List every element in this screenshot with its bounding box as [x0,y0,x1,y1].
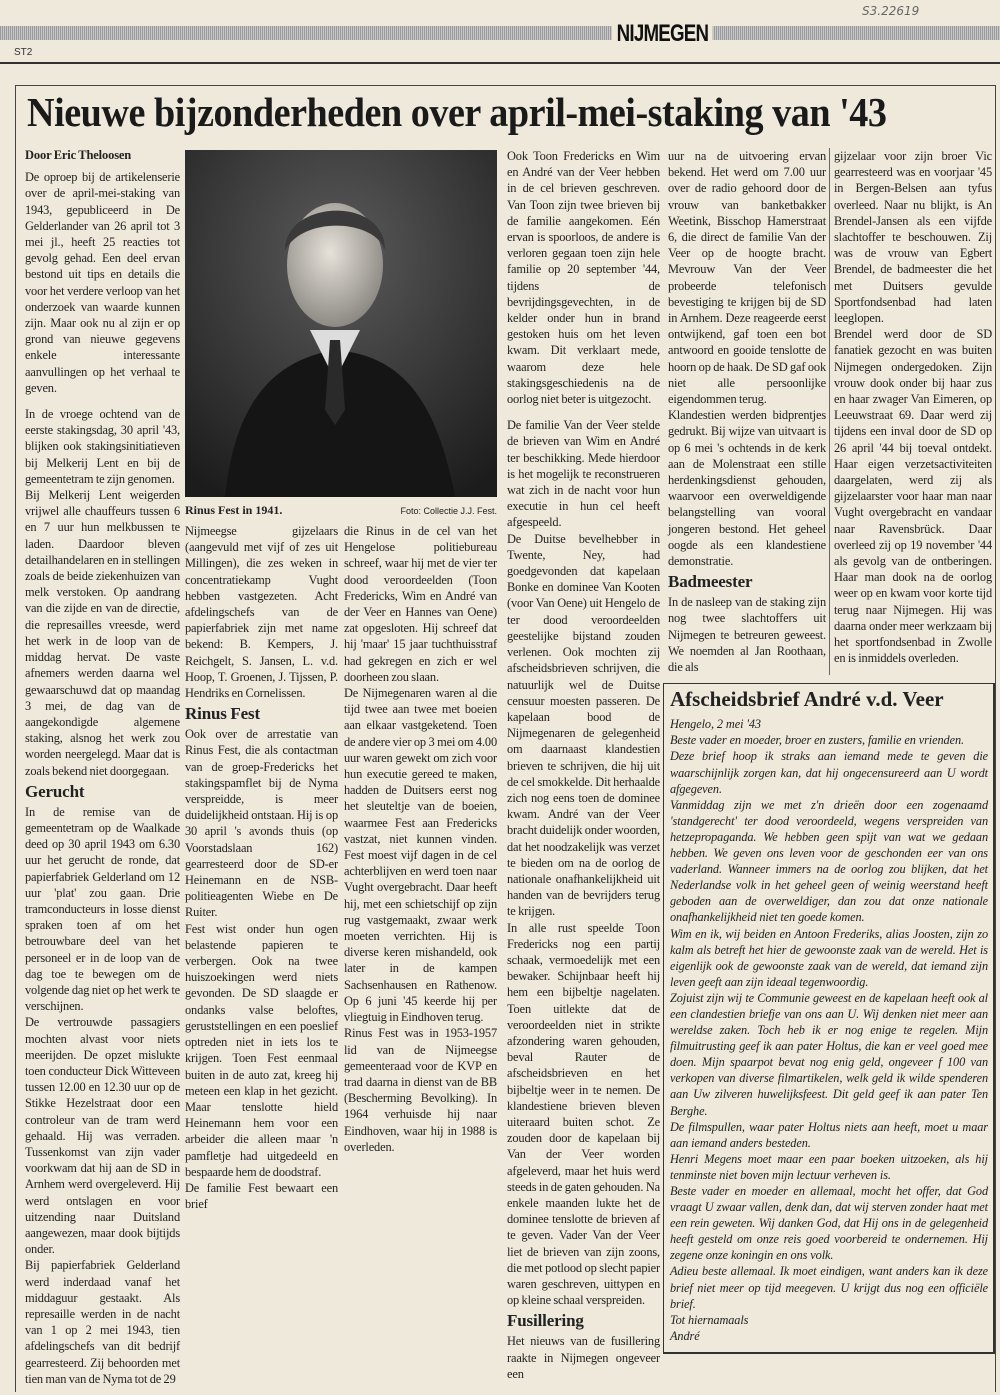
middle-region [185,150,497,1212]
paragraph: Ook Toon Fredericks en Wim en André van der Veer hebben in de cel brieven geschreven. Van Toon zijn twee brieven bij de familie aangekomen. Eén ervan is spoorloos, de andere is verloren gegaan toen zijn hele familie op 20 september '44, tijdens de bevrijdingsgevechten, in de kelder onder hun in brand gestoken huis om het leven kwam. Dit verklaart mede, waarom deze hele stakingsgeschiedenis na de oorlog niet beter is uitgezocht. [507,149,660,407]
column-1 [25,147,180,1387]
paragraph: gijzelaar voor zijn broer Vic gearresteerd was en voorjaar '45 in Bergen-Belsen aan tyfus overleed. Naar nu blijkt, is An Brendel-Jansen als een vijfde slachtoffer te beschouwen. Zij was de vrouw van Egbert Brendel, de badmeester die het met Duitsers gevulde Sportfondsenbad had laten leeglopen. [834,149,992,326]
letter-paragraph: Vanmiddag zijn we met z'n drieën door een zogenaamd 'standgerecht' ter dood veroordeeld, wegens verspreiden van hetzepropaganda. We hebben geen spijt van wat we gedaan hebben. We geven ons leven voor de geschonden eer van ons vaderland. Wanneer immers na de oorlog zou blijken, dat het Nederlandse volk in het geheel geen of weinig weerstand heeft geboden aan de overweldiger, dan zou dat onze nationale onafhankelijkheid niet ten goede komen. [670,797,988,925]
letter-box [663,683,995,1354]
column-4-region [507,148,660,1382]
column-4 [507,148,660,1382]
handwritten-note: S3.22619 [862,4,920,18]
paragraph: In de nasleep van de staking zijn nog twee slachtoffers uit Nijmegen te betreuren geweest. We noemden al Jan Roothaan, die als [668,595,826,675]
section-title: NIJMEGEN [612,20,713,48]
column-divider [829,148,830,675]
letter-paragraph: Deze brief hoop ik straks aan iemand mede te geven die waarschijnlijk zorgen kan, dat hij ongecensureerd aan U wordt afgegeven. [670,749,988,796]
letter-paragraph: Wim en ik, wij beiden en Antoon Frederiks, alias Joosten, zijn zo kalm als betreft het hier de gewoonste zaak van de wereld. Het is eigenlijk ook de gewoonste zaak van de wereld, dat iemand zijn leven geeft aan zijn ideaal tegenwoordig. [670,926,988,989]
letter-paragraph: Tot hiernamaals [670,1312,749,1327]
middle-columns [185,523,497,1212]
paragraph: In alle rust speelde Toon Fredericks nog een partij schaak, vermoedelijk met een bewaker. Schijnbaar heeft hij hem een bijbeltje nagelaten. Toen uitlekte dat de veroordeelden niet in strikte afzondering waren gehouden, beval Rauter de afscheidsbrieven en het bijbeltje weer in te nemen. De klandestiene brieven bleven uiteraard buiten schot. Ze zouden door de kapelaan bij Van der Veer worden afgeleverd, maar het huis werd steeds in de gaten gehouden. Na enkele maanden lukte het de dominee tenslotte de brieven af te geven. Vader Van der Veer liet de brieven van zijn zoons, die met potlood op slecht papier waren geschreven, uittypen en op kleine schaal verspreiden. [507,920,660,1308]
right-columns [663,148,995,675]
column-3 [344,523,497,1155]
subheading: Fusillering [507,1311,584,1331]
paragraph: Fest wist onder hun ogen belastende papieren te verbergen. Ook na twee huiszoekingen werd niets gevonden. De SD slaagde er ondanks valse beloftes, geruststellingen en een poeslief optreden niet in iets los te krijgen. Toen Fest eenmaal buiten in de auto zat, kreeg hij meteen een klap in het gezicht. Maar tenslotte hield Heinemann hem voor een arbeider die alleen maar 'n pamfletje had uitgedeeld en bespaarde hem de doodstraf. [185,921,338,1179]
paragraph: Nijmeegse gijzelaars (aangevuld met vijf of zes uit Millingen), die zes weken in concentratiekamp Vught hebben vastgezeten. Acht afdelingschefs van de papierfabriek zijn met name bekend: B. Kempers, J. Reichgelt, S. Jansen, L. v.d. Hoop, T. Groenen, J. Tijssen, P. Hendriks en Cornelissen. [185,524,338,701]
headline: Nieuwe bijzonderheden over april-mei-staking van '43 [27,89,887,135]
paragraph: Het nieuws van de fusillering raakte in Nijmegen ongeveer een [507,1334,660,1381]
letter-title: Afscheidsbrief André v.d. Veer [670,687,944,712]
photo-caption: Rinus Fest in 1941. [185,503,283,517]
letter-paragraph: De filmspullen, waar pater Holtus niets aan heeft, moet u maar aan iemand anders besteden. [670,1119,988,1150]
photo-credit: Foto: Collectie J.J. Fest. [400,506,497,516]
paragraph: De vertrouwde passagiers mochten alvast voor niets meerijden. De opzet mislukte toen conducteur Dick Witteveen tussen 12.00 en 12.30 uur op de Stikke Hezelstraat door een controleur van de tram werd gehaald. Hij was verraden. Tussenkomst van zijn vader voorkwam dat hij aan de SD in Arnhem werd overgeleverd. Hij werd ontslagen en voor uitzending naar Duitsland aangewezen, maar dook bijtijds onder. [25,1015,180,1257]
paragraph: De familie Van der Veer stelde de brieven van Wim en André ter beschikking. Mede hierdoor is het mogelijk te reconstrueren wat zich in de nacht voor hun executie in hun cel heeft afgespeeld. [507,418,660,530]
column-6 [834,148,992,667]
right-region [663,148,995,1354]
letter-paragraph: Beste vader en moeder en allemaal, mocht het offer, dat God vraagt U zwaar vallen, denk dan, dat wij sterven zonder haat met een rein geweten. Wij danken God, dat Hij ons in de gelegenheid heeft gesteld om onze reis goed voorbereid te ondernemen. Hij zegene onze koningin en ons volk. [670,1184,988,1263]
subheading: Badmeester [668,572,753,592]
header-band [0,26,1000,40]
paragraph: In de vroege ochtend van de eerste stakingsdag, 30 april '43, blijken ook stakingsinitiatieven bij Melkerij Lent en bij de gemeentetram te zijn genomen. [25,407,180,486]
letter-paragraph: Zojuist zijn wij te Communie geweest en de kapelaan heeft ook al een clandestien briefje van ons aan U. Wij denken niet meer aan wereldse zaken. Toch heb ik er nog enige te regelen. Mijn filmuitrusting geef ik aan pater Holtus, die kan er veel goed mee doen. Mijn spaarpot bevat nog enig geld, ongeveer f 100 van verkopen van diverse filmartikelen, welk geld ik wilde spenderen aan Uw zilveren huwelijksfeest. Dit geld geef ik aan pater Ten Berghe. [670,990,988,1118]
portrait-image [185,150,497,497]
paragraph: De Duitse bevelhebber in Twente, Ney, had goedgevonden dat kapelaan Bonke en dominee Van Kooten (voor Van Oene) uit Hengelo de ter dood veroordeelden geestelijke bijstand zouden verlenen. Ook mochten zij afscheidsbrieven schrijven, die natuurlijk wel de Duitse censuur moesten passeren. De kapelaan bood de Nijmegenaren de gelegenheid om daarnaast klandestien brieven te schrijven, die hij uit de cel smokkelde. Dit herhaalde zich nog eens toen de dominee kwam. André van der Veer bracht duidelijk onder woorden, dat het noodzakelijk was verzet te bieden om na de oorlog de nationale onafhankelijkheid uit handen van de bevrijders terug te krijgen. [507,531,660,919]
paragraph: De familie Fest bewaart een brief [185,1180,338,1212]
letter-paragraph: Adieu beste allemaal. Ik moet eindigen, want anders kan ik deze brief niet meer op tijd meegeven. U krijgt dus nog een officiële brief. [670,1264,988,1311]
subheading: Gerucht [25,781,85,801]
paragraph: Klandestien werden bidprentjes gedrukt. Bij wijze van uitvaart is op 6 mei 's ochtends in de kerk aan de Molenstraat een stille herdenkingsdienst gehouden, waarvoor een overweldigende belangstelling van vooral jongeren bestond. Het geheel oogde als een klandestiene demonstratie. [668,408,826,569]
letter-paragraph: Hengelo, 2 mei '43 [670,717,761,732]
paragraph: De Nijmegenaren waren al die tijd twee aan twee met boeien aan elkaar vastgeketend. Toen de andere vier op 3 mei om 4.00 uur waren gewekt om zich voor hun executie gereed te maken, hadden de Duitsers eerst nog het sleuteltje van de boeien, waarmee Fest aan Fredericks vastzat, niet kunnen vinden. Fest moest vijf dagen in de cel achterblijven en werd toen naar Vught overgebracht. Daar heeft hij, met een schietschijf op zijn rug vastgemaakt, zwaar werk moeten verrichten. Hij is diverse keren mishandeld, ook later in de kampen Sachsenhausen en Rathenow. Op 6 juni '45 keerde hij per vliegtuig in Eindhoven terug. [344,686,497,1025]
paragraph: In de remise van de gemeentetram op de Waalkade deed op 30 april 1943 om 6.30 uur het gerucht de ronde, dat papierfabriek Gelderland om 12 uur 'plat' zou gaan. Drie tramconducteurs in losse dienst spraken toen af om het betrouwbare deel van het personeel er in de loop van de dag toe te bewegen om de volgende dag niet op het werk te verschijnen. [25,804,180,1014]
paragraph: Rinus Fest was in 1953-1957 lid van de Nijmeegse gemeenteraad voor de KVP en trad daarna in dienst van de BB (Bescherming Bevolking). In 1964 verhuisde hij naar Eindhoven, waar hij in 1988 is overleden. [344,1026,497,1154]
left-region [25,147,180,1387]
letter-paragraph: Beste vader en moeder, broer en zusters, familie en vrienden. [670,733,964,748]
letter-paragraph: Henri Megens moet maar een paar boeken uitzoeken, als hij tenminste niet boven mijn lectuur verheven is. [670,1151,988,1182]
portrait-photo [185,150,497,497]
column-5 [668,148,826,675]
paragraph: Bij papierfabriek Gelderland werd inderdaad vanaf het middaguur gestaakt. Als represaille werden in de nacht van 1 op 2 mei 1943, tien afdelingschefs van dit bedrijf gearresteerd. Zij behoorden met tien man van de Nyma tot de 29 [25,1258,180,1386]
subheading: Rinus Fest [185,704,260,724]
paragraph: Ook over de arrestatie van Rinus Fest, die als contactman van de groep-Fredericks het stakingspamflet bij de Nyma verspreidde, is meer duidelijkheid ontstaan. Hij is op 30 april 's avonds thuis (op Voorstadslaan 162) gearresteerd door de SD-er Heinemann en de NSB-politieagenten Wiebe en De Ruiter. [185,727,338,920]
paragraph: Bij Melkerij Lent weigerden vrijwel alle chauffeurs tussen 6 en 7 uur hun melkbussen te laden. Daardoor bleven detailhandelaren en in stellingen zoals de beide ziekenhuizen van melk verstoken. Op aandrang van die zijde en van de directie, die represailles vreesde, werd het werk in de loop van de middag hervat. De vaste afnemers werden daarna wel gewaarschuwd dat op maandag 3 mei, de dag van de aangekondigde algemene staking, alsnog het werk zou worden neergelegd. Maar dat is zoals bekend niet doorgegaan. [25,488,180,778]
paragraph: die Rinus in de cel van het Hengelose politiebureau schreef, waar hij met de vier ter dood veroordeelden (Toon Fredericks, Wim en André van der Veer en Hannes van Oene) zat opgesloten. Hij schreef dat hij 'maar' 15 jaar tuchthuisstraf had gekregen en zich er wel doorheen zou slaan. [344,524,497,684]
photo-caption-row [185,503,497,518]
paragraph: De oproep bij de artikelenserie over de april-mei-staking van 1943, gepubliceerd in De Gelderlander van 26 april tot 3 mei jl., heeft 25 reacties tot gevolg gehad. Een deel ervan bestond uit tips en details die voor het verdere verloop van het onderzoek van waarde kunnen zijn. Maar ook nu al zijn er op grond van nieuwe gegevens enkele interessante aanvullingen op het verhaal te geven. [25,170,180,395]
paragraph: Brendel werd door de SD fanatiek gezocht en was buiten Nijmegen ondergedoken. Zijn vrouw dook onder bij haar zus en haar zwager Van Eimeren, op Leeuwstraat 69. Daar werd zij tijdens een inval door de SD op 26 april '44 bij toeval ontdekt. Haar eigen verzetsactiviteiten daargelaten, werd zij als gijzelaarster voor haar man naar Vught overgebracht en vandaar naar Ravensbrück. Daar overleed zij op 19 november '44 als gevolg van de ontberingen. Haar man dook na de oorlog weer op en kwam voor korte tijd terug naar Nijmegen. Hij was daarna onder meer werkzaam bij het sportfondsenbad in Zwolle en is inmiddels overleden. [834,327,992,666]
page-number: ST2 [14,47,33,58]
letter-paragraph: André [670,1328,700,1343]
column-2 [185,523,338,1212]
header-rule [0,62,1000,64]
byline: Door Eric Theloosen [25,148,132,162]
letter-text [670,716,988,1344]
paragraph: uur na de uitvoering ervan bekend. Het werd om 7.00 uur over de radio gehoord door de vrouw van banketbakker Weetink, Bisschop Hamerstraat 6, die direct de familie Van der Veer op de hoogte bracht. Mevrouw Van der Veer probeerde telefonisch bevestiging te krijgen bij de SD in Arnhem. Deze reageerde eerst ontwijkend, gaf toen een bot antwoord en gooide tenslotte de hoorn op de haak. De SD gaf ook niet alle persoonlijke eigendommen terug. [668,149,826,407]
